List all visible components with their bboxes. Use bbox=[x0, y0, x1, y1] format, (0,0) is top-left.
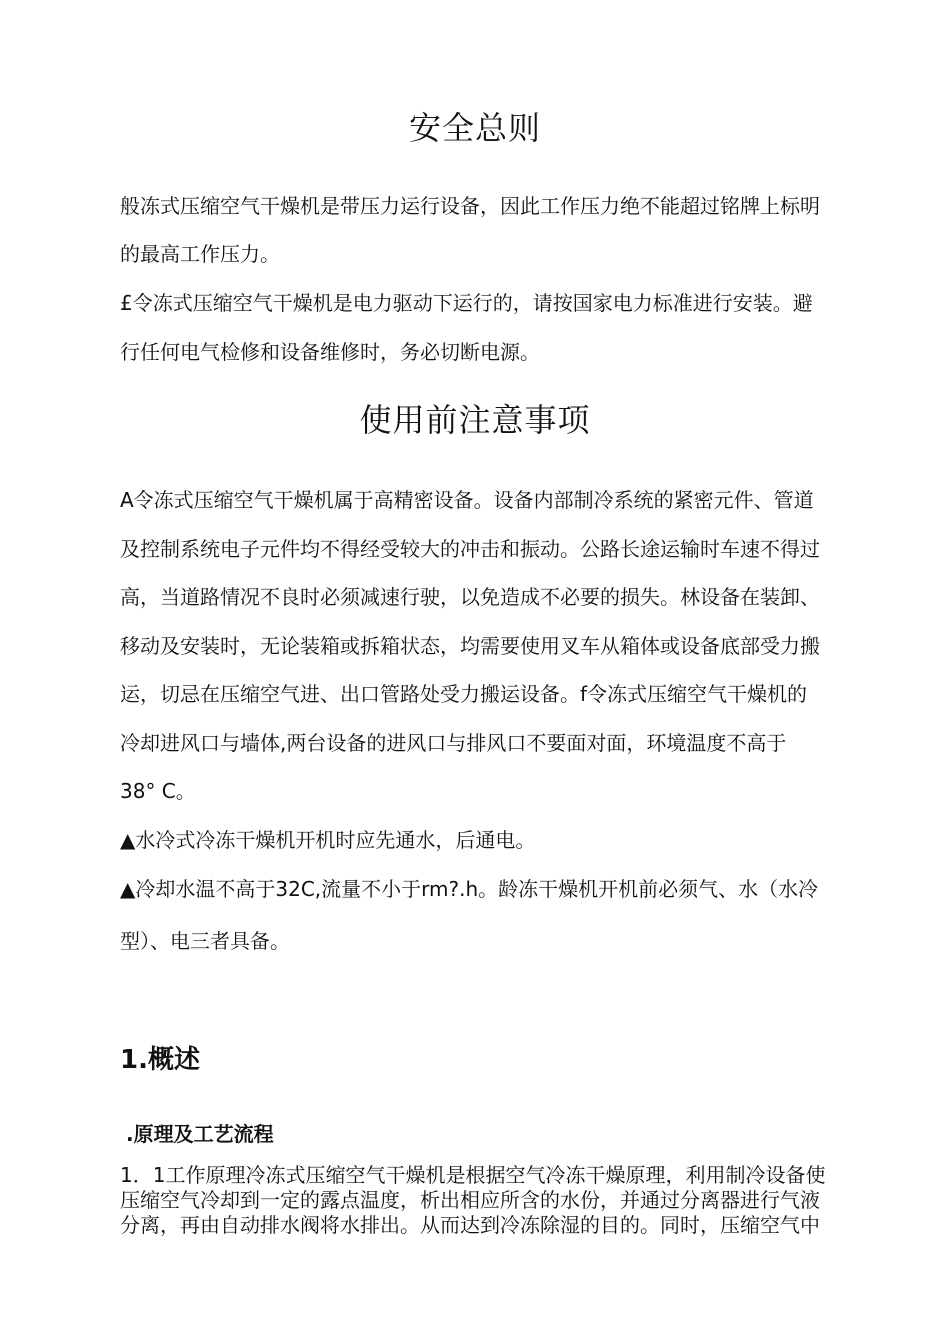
precautions-title: 使用前注意事项 bbox=[359, 401, 591, 439]
precautions-line-10: 型）、电三者具备。 bbox=[120, 929, 290, 953]
precautions-line-4: 移动及安装时，无论装箱或拆箱状态，均需要使用叉车从箱体或设备底部受力搬 bbox=[120, 634, 820, 658]
precautions-line-9: ▲冷却水温不高于32C,流量不小于rm?.h。龄冻干燥机开机前必须气、水（水冷 bbox=[120, 877, 819, 901]
precautions-line-8: ▲水冷式冷冻干燥机开机时应先通水，后通电。 bbox=[120, 828, 536, 852]
precautions-line-7: 38° C。 bbox=[120, 779, 196, 803]
precautions-line-2: 及控制系统电子元件均不得经受较大的冲击和振动。公路长途运输时车速不得过 bbox=[120, 537, 820, 561]
safety-line-4: 行任何电气检修和设备维修时，务必切断电源。 bbox=[120, 340, 540, 364]
safety-line-1: 般冻式压缩空气干燥机是带压力运行设备，因此工作压力绝不能超过铭牌上标明 bbox=[120, 194, 820, 218]
precautions-line-3: 高，当道路情况不良时必须减速行驶，以免造成不必要的损失。林设备在装卸、 bbox=[120, 585, 820, 609]
overview-subheading: .原理及工艺流程 bbox=[126, 1122, 274, 1146]
overview-line-2: 压缩空气冷却到一定的露点温度，析出相应所含的水份，并通过分离器进行气液 bbox=[120, 1188, 820, 1212]
safety-line-3: £令冻式压缩空气干燥机是电力驱动下运行的，请按国家电力标准进行安装。避 bbox=[120, 291, 813, 315]
overview-line-1: 1．1工作原理冷冻式压缩空气干燥机是根据空气冷冻干燥原理，利用制冷设备使 bbox=[120, 1163, 826, 1187]
precautions-line-1: A令冻式压缩空气干燥机属于高精密设备。设备内部制冷系统的紧密元件、管道 bbox=[120, 488, 814, 512]
safety-line-2: 的最高工作压力。 bbox=[120, 242, 280, 266]
overview-line-3: 分离，再由自动排水阀将水排出。从而达到冷冻除湿的目的。同时，压缩空气中 bbox=[120, 1213, 820, 1237]
precautions-line-6: 冷却进风口与墙体,两台设备的进风口与排风口不要面对面，环境温度不高于 bbox=[120, 731, 787, 755]
safety-title: 安全总则 bbox=[408, 109, 541, 147]
overview-heading: 1.概述 bbox=[120, 1045, 200, 1075]
precautions-line-5: 运，切忌在压缩空气进、出口管路处受力搬运设备。f令冻式压缩空气干燥机的 bbox=[120, 682, 808, 706]
